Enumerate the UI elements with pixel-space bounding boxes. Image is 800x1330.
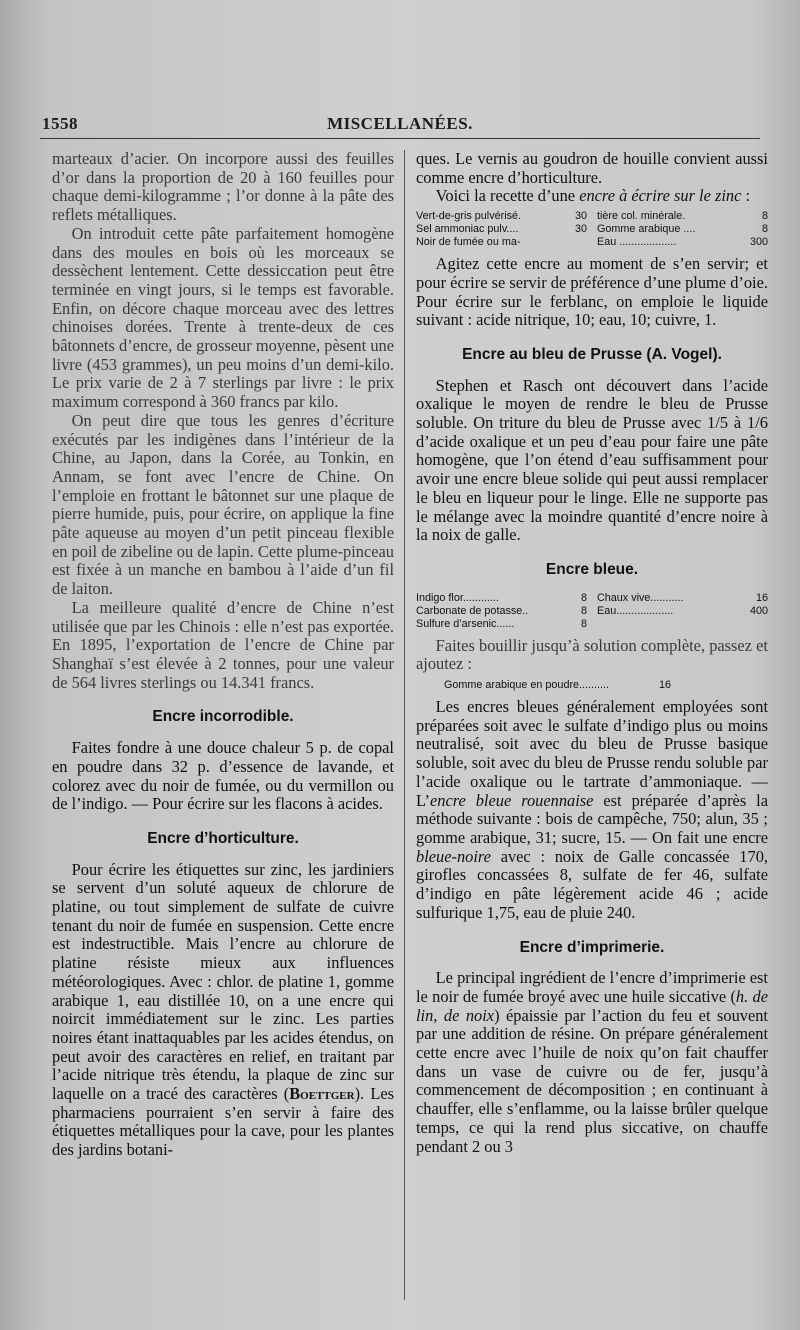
- recipe-item: Eau ................... 300: [597, 236, 768, 249]
- recipe-item-name: Gomme arabique en poudre..........: [444, 679, 610, 692]
- paragraph: Agitez cette encre au moment de s’en servir; et pour écrire se servir de préférence d’une plume d’oie. Pour écrire sur le ferblanc, on emploie le liquide suivant : acide nitrique, 10; eau, 10; cuivre, 1.: [416, 254, 768, 330]
- running-title: MISCELLANÉES.: [327, 114, 473, 133]
- section-heading: Encre au bleu de Prusse (A. Vogel).: [462, 345, 722, 363]
- text-run: est préparée d’après la méthode suivante : bois de campêche, 750; alun, 35 ; gomme arabique, 31; sucre, 15. — On fait une encre: [416, 790, 768, 847]
- text-run: :: [741, 186, 751, 206]
- italic-run: h. de lin, de noix: [416, 986, 768, 1025]
- column-divider: [404, 150, 405, 1300]
- text-run: ) épaissie par l’action du feu et souvent par une addition de résine. On prépare généralement cette encre avec l’huile de noix qu’on fait chauffer dans un vase de cuivre ou de fer, jusqu’à commencement de décomposition ; en continuant à chauffer, elle s’enflamme, ou la laisse brûler quelque temps, ce qui la rend plus siccative, on chauffe pendant 2 ou 3: [416, 1005, 768, 1156]
- italic-run: encre à écrire sur le zinc: [579, 186, 742, 206]
- section-heading: Encre incorrodible.: [152, 708, 294, 726]
- text-run: Les encres bleues généralement employées sont préparées soit avec le sulfate d’indigo plus ou moins neutralisé, soit avec du bleu de Prusse basique soluble, soit avec du bleu de Prusse rendu soluble par l’acide oxalique ou le tartrate d’ammoniaque. — L’: [416, 697, 768, 810]
- italic-run: bleue-noire: [416, 846, 491, 866]
- paragraph: ques. Le vernis au goudron de houille convient aussi comme encre d’horticulture.: [416, 150, 768, 187]
- paragraph: [52, 861, 394, 1160]
- recipe-item: Sel ammoniac pulv.... 30: [416, 223, 587, 236]
- recipe-item: Chaux vive........... 16: [597, 591, 768, 604]
- left-column: [52, 150, 394, 1310]
- recipe-bleue: [416, 592, 768, 631]
- paragraph: Stephen et Rasch ont découvert dans l’acide oxalique le moyen de rendre le bleu de Prusse soluble. On triture du bleu de Prusse avec 1/5 à 1/6 d’acide oxalique et un peu d’eau pour faire une pâte homogène, que l’on étend d’eau suffisamment pour avoir une encre bleue solide qui peut aussi remplacer le bleu en liqueur pour le linge. Elle ne supporte pas le mélange avec la moindre quantité d’encre noire à la noix de galle.: [416, 375, 768, 545]
- paragraph: Faites bouillir jusqu’à solution complète, passez et ajoutez :: [416, 635, 768, 674]
- text-run: avec : noix de Galle concassée 170, girofles concassées 8, sulfate de fer 46, sulfate d’indigo en pâte légèrement acide 46 ; acide sulfurique 1,75, eau de pluie 240.: [416, 846, 768, 922]
- recipe-zinc: [416, 210, 768, 249]
- text-run: Pour écrire les étiquettes sur zinc, les jardiniers se servent d’un soluté aqueux de chlorure de platine, ou tout simplement de sulfate de cuivre tenant du noir de fumée en suspension. Cette encre est indestructible. Mais l’encre au chlorure de platine résiste mieux aux influences météorologiques. Avec : chlor. de platine 1, gomme arabique 1, eau distillée 10, on a une encre qui noircit immédiatement sur le zinc. Les parties noires étant inattaquables par les acides étendus, on peut avoir des caractères en relief, en traitant par l’acide nitrique très étendu, la plaque de zinc sur laquelle on a tracé des caractères (: [52, 859, 394, 1104]
- recipe-item: Sulfure d’arsenic...... 8: [416, 617, 587, 630]
- recipe-item: Carbonate de potasse.. 8: [416, 604, 587, 617]
- recipe-item: Noir de fumée ou ma-: [416, 236, 521, 249]
- recipe-gomme: [444, 678, 768, 692]
- recipe-item: Eau................... 400: [597, 604, 768, 617]
- recipe-item: [597, 618, 768, 631]
- recipe-item: Gomme arabique .... 8: [597, 223, 768, 236]
- paragraph: Faites fondre à une douce chaleur 5 p. de copal en poudre dans 32 p. d’essence de lavande, et colorez avec du noir de fumée, ou du vermillon ou de l’indigo. — Pour écrire sur les flacons à acides.: [52, 738, 394, 814]
- text-run: Le principal ingrédient de l’encre d’imprimerie est le noir de fumée broyé avec une huile siccative (: [416, 968, 768, 1006]
- paragraph: La meilleure qualité d’encre de Chine n’est utilisée que par les Chinois : elle n’est pas exportée. En 1895, l’exportation de l’encre de Chine par Shanghaï s’est élevée à 2 tonnes, pour une valeur de 564 livres sterlings ou 14.341 francs.: [52, 597, 394, 692]
- text-run: ). Les pharmaciens pourraient s’en servir à faire des étiquettes métalliques pour la cave, pour les plantes des jardins botani-: [52, 1084, 394, 1160]
- paragraph: marteaux d’acier. On incorpore aussi des feuilles d’or dans la proportion de 20 à 160 feuilles pour chaque demi-kilogramme ; l’or donne à la pâte des reflets métalliques.: [52, 150, 394, 225]
- paragraph: On introduit cette pâte parfaitement homogène dans des moules en bois où les morceaux se dessèchent lentement. Cette dessiccation peut être terminée en vingt jours, si le temps est favorable. Enfin, on décore chaque morceau avec des lettres chinoises dorées. Trente à trente-deux de ces bâtonnets d’encre, de grosseur moyenne, pèsent une livre (453 grammes), un peu moins d’un demi-kilo. Le prix varie de 2 à 7 sterlings par livre : le prix maximum correspond à 360 francs par kilo.: [52, 223, 394, 412]
- recipe-item: tière col. minérale. 8: [597, 210, 768, 223]
- page-number: 1558: [42, 114, 78, 133]
- right-column: [416, 150, 768, 1310]
- author-name: Boettger: [289, 1084, 355, 1104]
- paragraph: [416, 969, 768, 1156]
- page-header: [42, 114, 758, 138]
- text-run: Voici la recette d’une: [435, 186, 580, 206]
- recipe-item: Vert-de-gris pulvérisé. 30: [416, 210, 587, 223]
- recipe-item-qty: 16: [659, 679, 672, 692]
- italic-run: encre bleue rouennaise: [429, 790, 594, 810]
- section-heading: Encre d’horticulture.: [147, 829, 299, 847]
- paragraph: On peut dire que tous les genres d’écriture exécutés par les indigènes dans l’intérieur de la Chine, au Japon, dans la Corée, au Tonkin, en Annam, se font avec l’encre de Chine. On l’emploie en frottant le bâtonnet sur une plaque de pierre humide, puis, pour écrire, on applique la fine pâte aqueuse au moyen d’un petit pinceau flexible en poil de zibeline ou de lapin. Cette plume-pinceau est fixée à un manche en bambou à l’aide d’un fil de laiton.: [52, 410, 394, 599]
- paragraph: [416, 698, 768, 922]
- section-heading: Encre d’imprimerie.: [519, 938, 665, 956]
- recipe-item: Indigo flor............ 8: [416, 591, 587, 604]
- section-heading: Encre bleue.: [545, 560, 639, 578]
- paragraph: [416, 187, 768, 206]
- header-rule: [40, 138, 760, 139]
